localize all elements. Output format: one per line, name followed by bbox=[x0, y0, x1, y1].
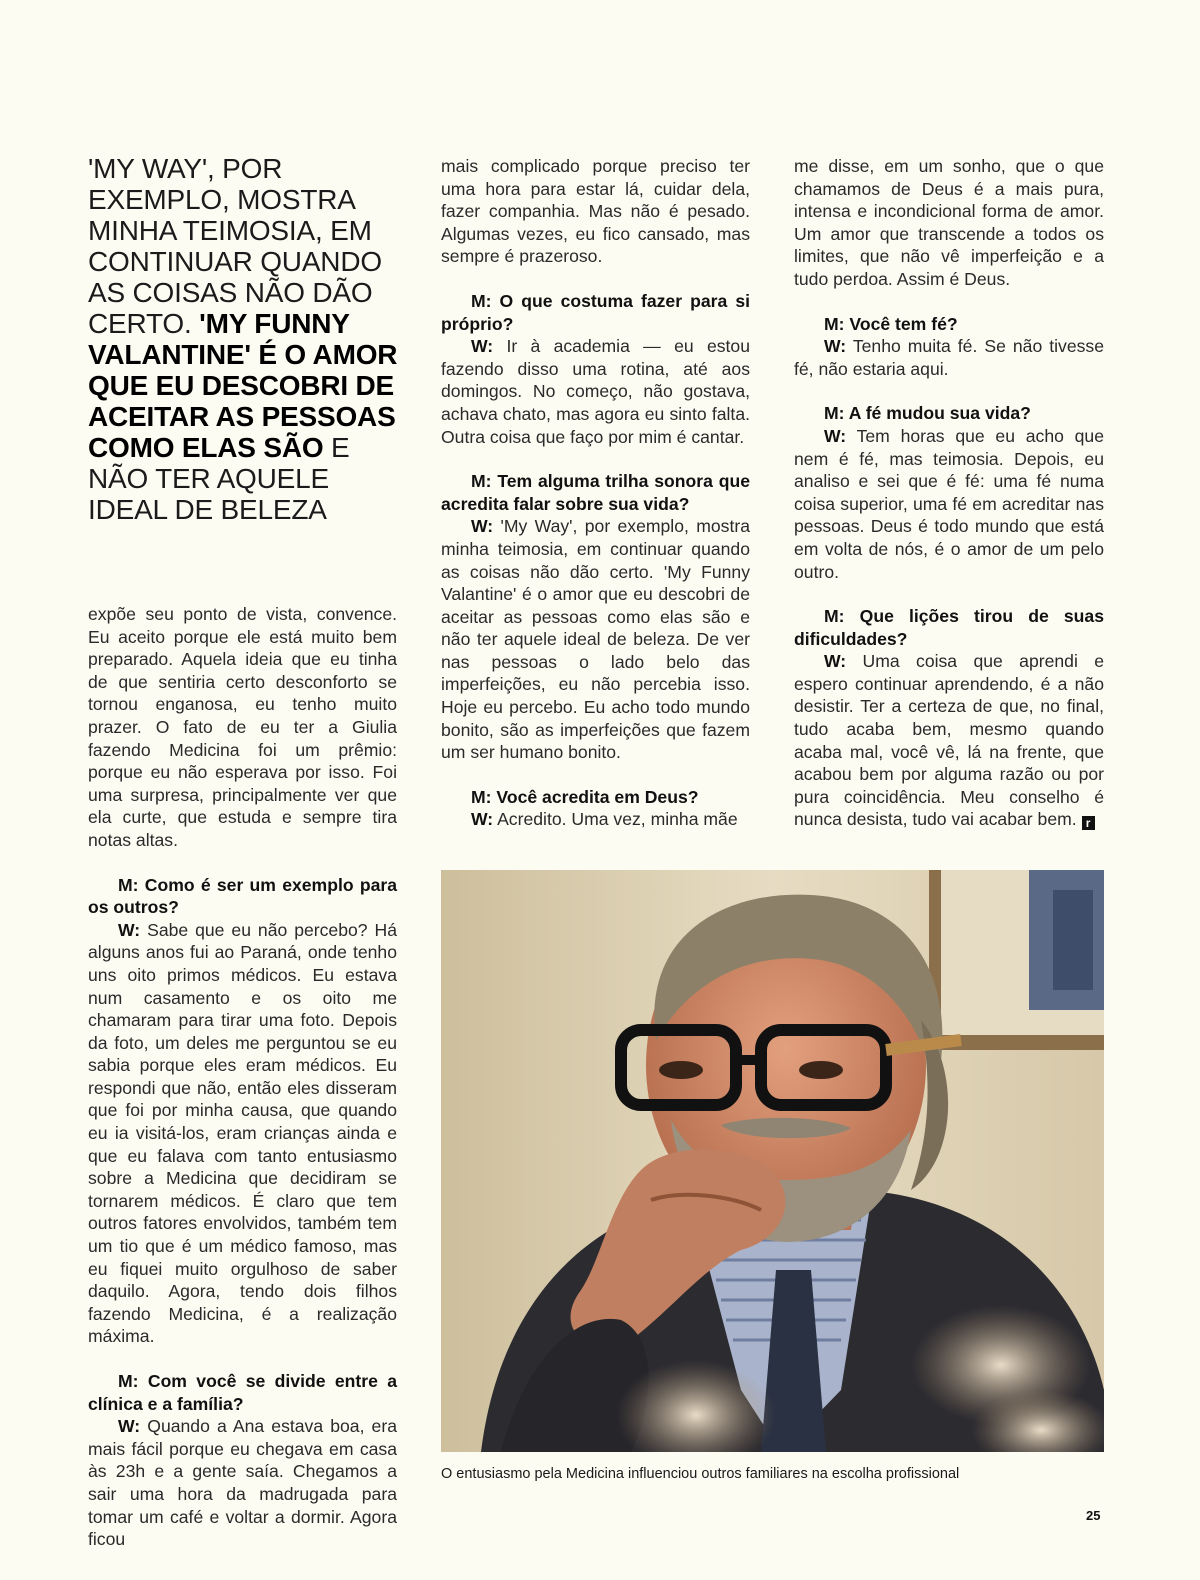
portrait-photo bbox=[441, 870, 1104, 1452]
answer-text: Tem horas que eu acho que nem é fé, mas teimosia. Depois, eu analiso e sei que é fé: uma fé numa coisa superior, uma fé em acreditar nas pessoas. Deus é todo mundo que está em volta de nós, é o amor de um pelo outro. bbox=[794, 425, 1104, 582]
pull-quote-highlight: 'MY FUNNY VALANTINE' É O AMOR QUE EU DESCOBRI DE ACEITAR AS PESSOAS COMO ELAS SÃO bbox=[88, 308, 398, 463]
speaker-label: W: bbox=[118, 1416, 141, 1437]
portrait-illustration bbox=[441, 870, 1104, 1452]
answer-text: Uma coisa que aprendi e espero continuar aprendendo, é a não desistir. Ter a certeza de que, no final, tudo acaba bem, mesmo quando acaba mal, você vê, lá na frente, que acabou bem por alguma razão ou por pura coincidência. Meu conselho é nunca desista, tudo vai acabar bem. bbox=[794, 651, 1104, 830]
paragraph: mais complicado porque preciso ter uma hora para estar lá, cuidar dela, fazer companhia. Mas não é pesado. Algumas vezes, eu fico cansado, mas sempre é prazeroso. bbox=[441, 156, 750, 267]
speaker-label: W: bbox=[471, 336, 494, 357]
interview-question: M: Tem alguma trilha sonora que acredita falar sobre sua vida? bbox=[441, 471, 750, 514]
speaker-label: W: bbox=[118, 919, 141, 940]
interview-answer bbox=[794, 650, 1104, 831]
pull-quote bbox=[88, 153, 413, 525]
speaker-label: W: bbox=[471, 516, 494, 537]
interview-answer bbox=[441, 335, 750, 448]
speaker-label: W: bbox=[824, 336, 847, 357]
speaker-label: W: bbox=[471, 809, 494, 830]
interview-question: M: Com você se divide entre a clínica e a família? bbox=[88, 1371, 397, 1414]
interview-question: M: Como é ser um exemplo para os outros? bbox=[88, 874, 397, 918]
pull-quote-text: 'MY WAY', POR EXEMPLO, MOSTRA MINHA TEIMOSIA, EM CONTINUAR QUANDO AS COISAS NÃO DÃO CERTO. bbox=[88, 153, 382, 339]
article-column-1 bbox=[88, 603, 397, 1551]
interview-answer bbox=[88, 919, 397, 1348]
paragraph: expõe seu ponto de vista, convence. Eu aceito porque ele está muito bem preparado. Aquela ideia que eu tinha de que sentiria certo desconforto se tornou enganosa, eu tenho muito prazer. O fato de eu ter a Giulia fazendo Medicina foi um prêmio: porque eu não esperava por isso. Foi uma surpresa, principalmente ver que ela curte, que estuda e sempre tira notas altas. bbox=[88, 604, 397, 850]
answer-text: Acredito. Uma vez, minha mãe bbox=[493, 809, 738, 830]
answer-text: Quando a Ana estava boa, era mais fácil porque eu chegava em casa às 23h e a gente saía. Chegamos a sair uma hora da madrugada para tomar um café e voltar a dormir. Agora ficou bbox=[88, 1416, 397, 1550]
answer-text: Ir à academia — eu estou fazendo disso uma rotina, até aos domingos. No começo, não gostava, achava chato, mas agora eu sinto falta. Outra coisa que faço por mim é cantar. bbox=[441, 336, 750, 447]
article-column-3 bbox=[794, 155, 1104, 831]
interview-question: M: Você acredita em Deus? bbox=[471, 786, 699, 807]
interview-answer bbox=[794, 425, 1104, 583]
interview-answer bbox=[794, 335, 1104, 380]
article-column-2 bbox=[441, 155, 750, 831]
interview-answer bbox=[441, 808, 750, 831]
answer-text: Sabe que eu não percebo? Há alguns anos fui ao Paraná, onde tenho uns oito primos médicos. Eu estava num casamento e os oito me chamaram para tirar uma foto. Depois da foto, um deles me perguntou se eu sabia porque eles eram médicos. Eu respondi que não, então eles disseram que foi por minha causa, que quando eu ia visitá-los, eram crianças ainda e que eu falava com tanto entusiasmo sobre a Medicina que decidiram se tornarem médicos. É claro que tem outros fatores envolvidos, também tem um tio que é um médico famoso, mas eu fiquei muito orgulhoso de saber daquilo. Agora, tendo dois filhos fazendo Medicina, é a realização máxima. bbox=[88, 919, 397, 1347]
speaker-label: W: bbox=[824, 651, 847, 672]
interview-answer bbox=[88, 1415, 397, 1551]
pull-quote-text-end: E NÃO TER AQUELE IDEAL DE BELEZA bbox=[88, 432, 350, 525]
interview-question: M: Que lições tirou de suas dificuldades? bbox=[794, 606, 1104, 649]
answer-text: Tenho muita fé. Se não tivesse fé, não estaria aqui. bbox=[794, 336, 1104, 379]
interview-question: M: Você tem fé? bbox=[824, 313, 958, 334]
page-number: 25 bbox=[1086, 1508, 1101, 1523]
interview-question: M: A fé mudou sua vida? bbox=[824, 403, 1031, 424]
paragraph: me disse, em um sonho, que o que chamamos de Deus é a mais pura, intensa e incondicional forma de amor. Um amor que transcende a todos os limites, que não vê imperfeição e a tudo perdoa. Assim é Deus. bbox=[794, 156, 1104, 289]
interview-answer bbox=[441, 515, 750, 764]
photo-caption: O entusiasmo pela Medicina influenciou outros familiares na escolha profissional bbox=[441, 1466, 960, 1482]
answer-text: 'My Way', por exemplo, mostra minha teimosia, em continuar quando as coisas não dão certo. 'My Funny Valantine' é o amor que eu descobri de aceitar as pessoas como elas são e não ter aquele ideal de beleza. De ver nas pessoas o lado belo das imperfeições, eu não percebia isso. Hoje eu percebo. Eu acho todo mundo bonito, são as imperfeições que fazem um ser humano bonito. bbox=[441, 516, 750, 763]
interview-question: M: O que costuma fazer para si próprio? bbox=[441, 290, 750, 334]
end-of-article-mark: r bbox=[1082, 816, 1095, 830]
speaker-label: W: bbox=[824, 425, 847, 446]
